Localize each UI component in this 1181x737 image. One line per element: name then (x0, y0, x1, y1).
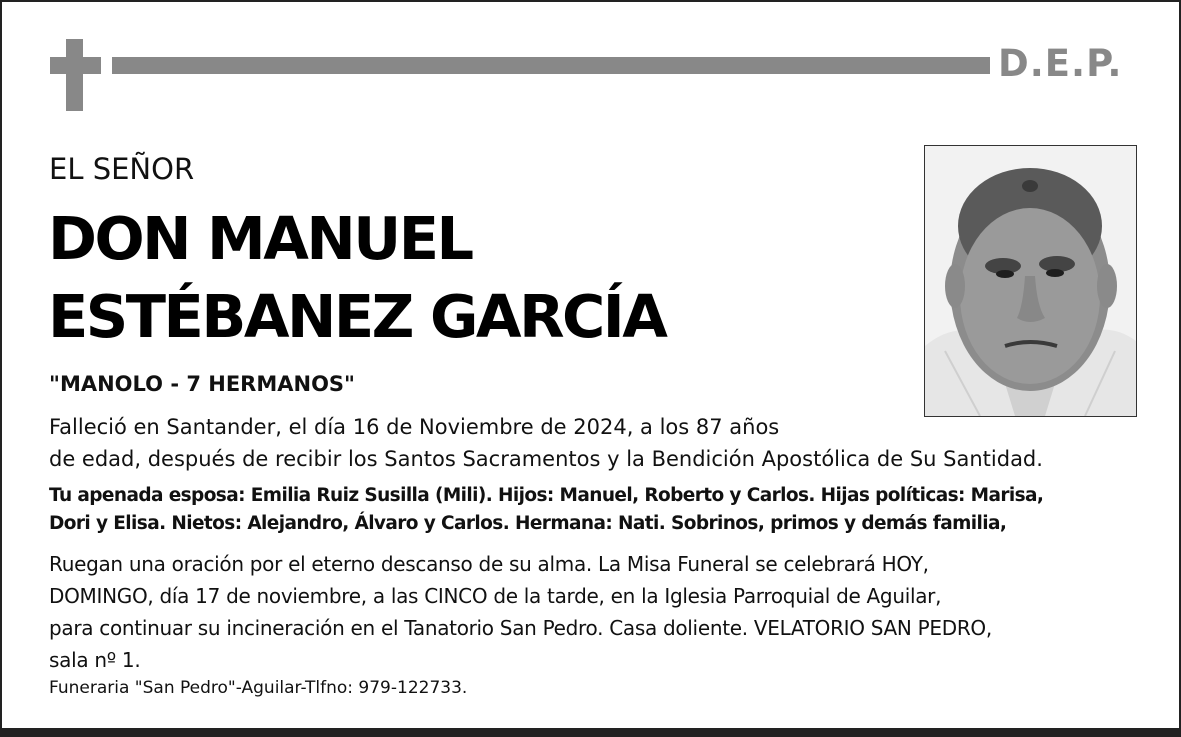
nickname: "MANOLO - 7 HERMANOS" (49, 372, 355, 396)
funeral-line: DOMINGO, día 17 de noviembre, a las CINCO de la tarde, en la Iglesia Parroquial de Aguilar, (49, 584, 942, 608)
funeral-details (49, 548, 992, 676)
name-line: DON MANUEL (48, 204, 472, 273)
death-notice-line: Falleció en Santander, el día 16 de Noviembre de 2024, a los 87 años (49, 415, 780, 439)
funeral-line: sala nº 1. (49, 648, 141, 672)
deceased-name (48, 200, 665, 356)
cross-icon (66, 39, 83, 111)
death-notice-line: de edad, después de recibir los Santos Sacramentos y la Bendición Apostólica de Su Santidad. (49, 447, 1043, 471)
honorific: EL SEÑOR (49, 152, 195, 186)
header-rule (112, 57, 990, 74)
funeral-line: Ruegan una oración por el eterno descanso de su alma. La Misa Funeral se celebrará HOY, (49, 552, 929, 576)
funeral-line: para continuar su incineración en el Tanatorio San Pedro. Casa doliente. VELATORIO SAN PEDRO, (49, 616, 992, 640)
family-line: Dori y Elisa. Nietos: Alejandro, Álvaro y Carlos. Hermana: Nati. Sobrinos, primos y demás familia, (49, 513, 1007, 534)
death-notice (49, 411, 1043, 475)
family-list (49, 482, 1043, 538)
cross-icon-bar (50, 57, 101, 74)
name-line: ESTÉBANEZ GARCÍA (48, 282, 666, 351)
funeral-home: Funeraria "San Pedro"-Aguilar-Tlfno: 979-122733. (49, 678, 468, 698)
portrait-photo (924, 145, 1137, 417)
portrait-image (925, 146, 1136, 416)
dep-label: D.E.P. (998, 42, 1123, 85)
family-line: Tu apenada esposa: Emilia Ruiz Susilla (Mili). Hijos: Manuel, Roberto y Carlos. Hijas políticas: Marisa, (49, 485, 1044, 506)
